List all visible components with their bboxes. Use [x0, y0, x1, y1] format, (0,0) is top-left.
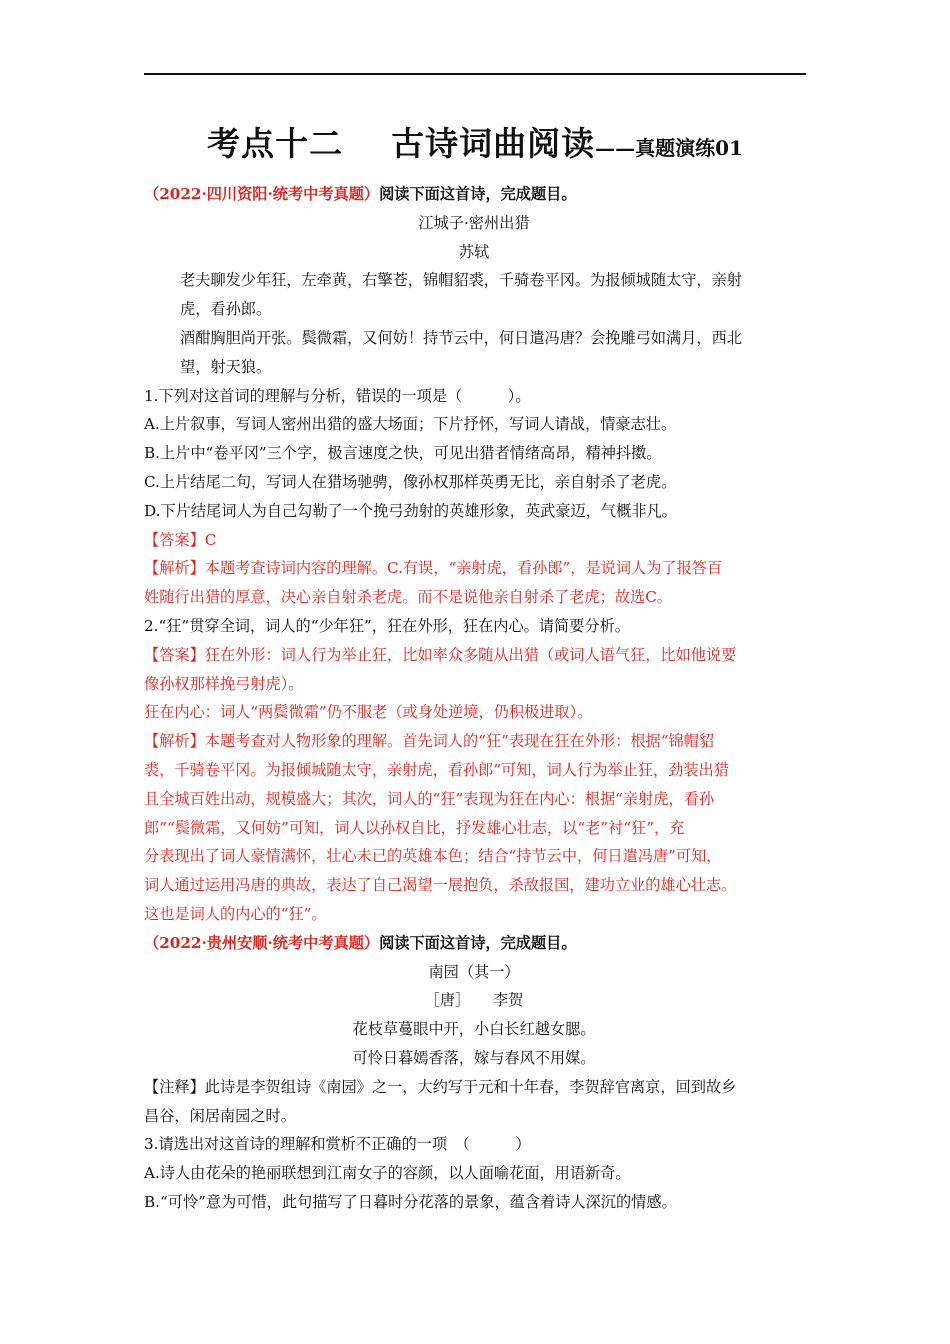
analysis-tag: 【解析】: [144, 559, 205, 578]
note: 昌谷，闲居南园之时。: [144, 1106, 296, 1125]
section1-header: [144, 180, 804, 209]
analysis-text: 且全城百姓出动，规模盛大；其次，词人的“狂”表现为狂在内心：根据“亲射虎，看孙: [144, 789, 715, 808]
poem-line: 望，射天狼。: [180, 357, 272, 376]
analysis-text: 姓随行出猎的厚意，决心亲自射杀老虎。而不是说他亲自射杀了老虎；故选C。: [144, 588, 672, 607]
option-d: D.下片结尾词人为自己勾勒了一个挽弓劲射的英雄形象，英武豪迈，气概非凡。: [144, 501, 677, 520]
poem-line: 花枝草蔓眼中开，小白长红越女腮。: [352, 1020, 596, 1039]
answer: [144, 641, 804, 670]
answer-value: C: [204, 530, 217, 549]
analysis-text: 词人通过运用冯唐的典故，表达了自己渴望一展抱负，杀敌报国，建功立业的雄心壮志。: [144, 876, 737, 895]
poem-title: 南园（其一）: [428, 962, 520, 981]
analysis: [144, 554, 804, 583]
answer-tag: 【答案】: [144, 645, 205, 664]
option-c: C.上片结尾二句，写词人在猎场驰骋，像孙权那样英勇无比，亲自射杀了老虎。: [144, 472, 677, 491]
title-sub: 古诗词曲阅读: [391, 124, 596, 163]
question-stem: 1.下列对这首词的理解与分析，错误的一项是（ ）。: [144, 386, 531, 405]
poem-line: 老夫聊发少年狂，左牵黄，右擎苍，锦帽貂裘，千骑卷平冈。为报倾城随太守，亲射: [180, 271, 742, 290]
document-body: [144, 180, 804, 1217]
source-tag: （2022·四川资阳·统考中考真题）: [144, 185, 380, 203]
analysis-text: 郎”“鬓微霜，又何妨”可知，词人以孙权自比，抒发雄心壮志，以“老”衬“狂”，充: [144, 818, 685, 837]
poem-title: 江城子·密州出猎: [418, 213, 530, 232]
answer: [144, 526, 804, 555]
title-tail: ——真题演练01: [595, 136, 743, 160]
instruction: 阅读下面这首诗，完成题目。: [379, 933, 577, 952]
question-stem: 3.请选出对这首诗的理解和赏析不正确的一项 （ ）: [144, 1135, 531, 1154]
answer-text: 狂在内心：词人“两鬓微霜”仍不服老（或身处逆境，仍积极进取）。: [144, 703, 593, 722]
analysis: [144, 727, 804, 756]
answer-text: 狂在外形：词人行为举止狂，比如率众多随从出猎（或词人语气狂，比如他说要: [204, 645, 737, 664]
title-main: 考点十二: [207, 124, 344, 163]
header-rule: [144, 73, 806, 75]
poem-line: 可怜日暮嫣香落，嫁与春风不用媒。: [352, 1048, 596, 1067]
answer-tag: 【答案】: [144, 530, 205, 549]
answer-text: 像孙权那样挽弓射虎）。: [144, 674, 304, 693]
poem-author: ［唐］ 李贺: [424, 991, 524, 1010]
page-title: [0, 118, 950, 165]
analysis-text: 裘，千骑卷平冈。为报倾城随太守，亲射虎，看孙郎”可知，词人行为举止狂，劲装出猎: [144, 760, 729, 779]
analysis-text: 本题考查对人物形象的理解。首先词人的“狂”表现在狂在外形：根据“锦帽貂: [204, 732, 715, 751]
source-tag: （2022·贵州安顺·统考中考真题）: [144, 933, 380, 952]
poem-author: 苏轼: [458, 242, 490, 261]
option-b: B.上片中“卷平冈”三个字，极言速度之快，可见出猎者情绪高昂，精神抖擞。: [144, 444, 662, 463]
option-a: A.诗人由花朵的艳丽联想到江南女子的容颜，以人面喻花面，用语新奇。: [144, 1164, 631, 1183]
poem-line: 酒酣胸胆尚开张。鬓微霜，又何妨！持节云中，何日遣冯唐？会挽雕弓如满月，西北: [180, 328, 742, 347]
option-b: B.“可怜”意为可惜，此句描写了日暮时分花落的景象，蕴含着诗人深沉的情感。: [144, 1192, 677, 1211]
analysis-text: 本题考查诗词内容的理解。C.有误，“亲射虎，看孙郎”，是说词人为了报答百: [204, 559, 723, 578]
question-stem: 2.“狂”贯穿全词，词人的“少年狂”，狂在外形，狂在内心。请简要分析。: [144, 616, 630, 635]
analysis-tag: 【解析】: [144, 732, 205, 751]
analysis-text: 这也是词人的内心的“狂”。: [144, 904, 327, 923]
instruction: 阅读下面这首诗，完成题目。: [379, 185, 577, 203]
note: 【注释】此诗是李贺组诗《南园》之一，大约写于元和十年春，李贺辞官离京，回到故乡: [144, 1077, 737, 1096]
analysis-text: 分表现出了词人豪情满怀，壮心未已的英雄本色；结合“持节云中，何日遣冯唐”可知，: [144, 847, 722, 866]
section2-header: [144, 929, 804, 958]
poem-line: 虎，看孙郎。: [180, 300, 272, 319]
option-a: A.上片叙事，写词人密州出猎的盛大场面；下片抒怀，写词人请战，情豪志壮。: [144, 415, 677, 434]
